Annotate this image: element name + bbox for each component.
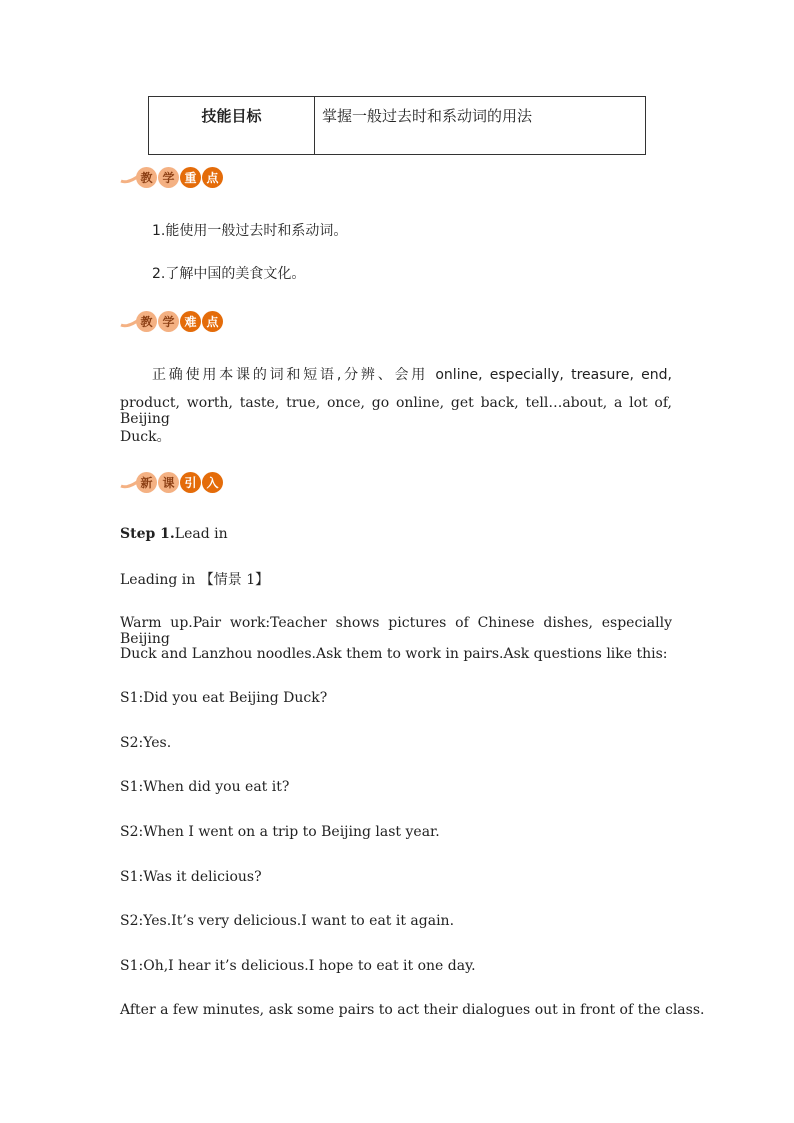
heading-key-points [120,164,224,190]
leading-in-line: Leading in 【情景 1】 [120,572,270,588]
heading-char: 入 [202,472,223,493]
closing-line: After a few minutes, ask some pairs to act their dialogues out in front of the class. [120,1002,705,1018]
dialogue-line: S2:When I went on a trip to Beijing last year. [120,824,440,840]
heading-char: 教 [136,311,157,332]
dialogue-line: S1:Was it delicious? [120,869,262,885]
skill-goal-table [148,96,646,155]
step-heading [120,526,228,542]
heading-char: 教 [136,167,157,188]
dialogue-line: S2:Yes. [120,735,172,751]
dialogue-line: S1:When did you eat it? [120,779,290,795]
difficulty-line: Duck。 [120,429,171,445]
step-number: Step 1. [120,526,175,542]
table-column-divider [314,97,315,154]
dialogue-line: S1:Oh,I hear it’s delicious.I hope to eat it one day. [120,958,476,974]
dialogue-line: S2:Yes.It’s very delicious.I want to eat it again. [120,913,455,929]
key-point-item: 2.了解中国的美食文化。 [152,266,306,282]
heading-difficulties [120,308,224,334]
key-point-item: 1.能使用一般过去时和系动词。 [152,223,348,239]
dialogue-line: S1:Did you eat Beijing Duck? [120,690,328,706]
skill-goal-label: 技能目标 [201,107,262,125]
heading-char: 学 [158,167,179,188]
heading-intro [120,469,224,495]
skill-goal-value: 掌握一般过去时和系动词的用法 [322,107,533,125]
heading-char: 学 [158,311,179,332]
heading-char: 新 [136,472,157,493]
step-title: Lead in [174,526,228,542]
heading-char: 课 [158,472,179,493]
heading-char: 引 [180,472,201,493]
heading-char: 点 [202,311,223,332]
heading-char: 点 [202,167,223,188]
warmup-line: Warm up.Pair work:Teacher shows pictures of Chinese dishes, especially Beijing [120,615,672,647]
difficulty-line: product, worth, taste, true, once, go online, get back, tell…about, a lot of, Beijing [120,395,672,427]
heading-char: 重 [180,167,201,188]
heading-char: 难 [180,311,201,332]
warmup-line: Duck and Lanzhou noodles.Ask them to work in pairs.Ask questions like this: [120,646,668,662]
difficulty-line: 正确使用本课的词和短语,分辨、会用 online, especially, treasure, end, [152,367,672,383]
